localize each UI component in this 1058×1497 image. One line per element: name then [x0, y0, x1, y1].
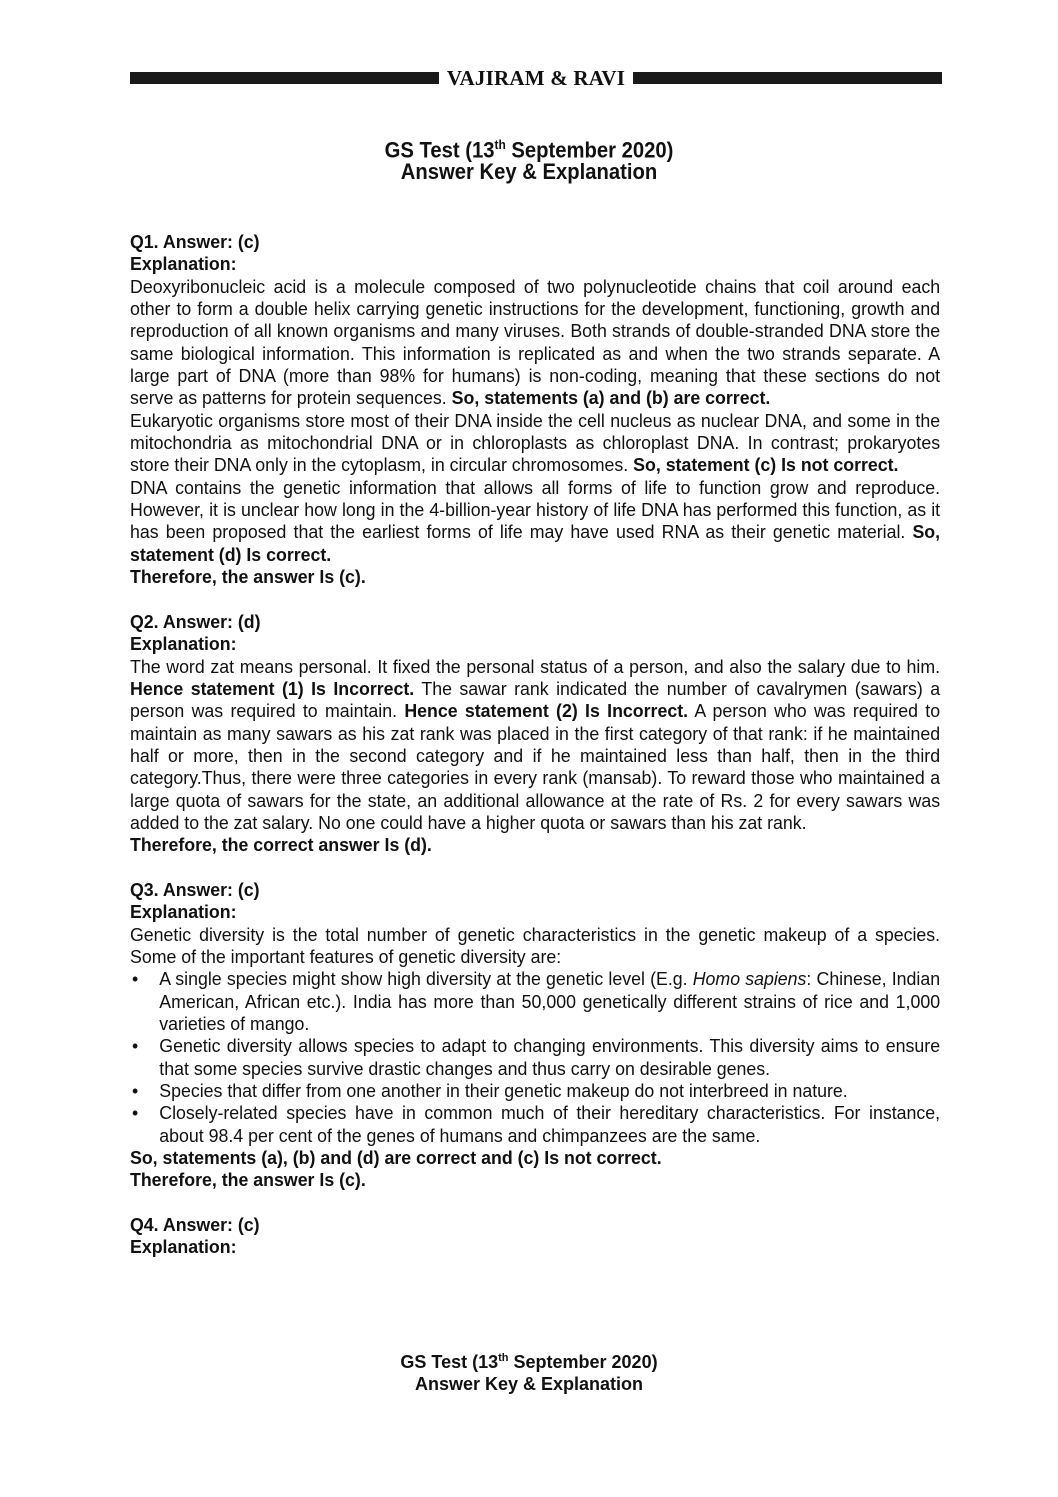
- text-run: Genetic diversity allows species to adapt to changing environments. This diversity aims to ensure that some species survive drastic changes and thus carry on desirable genes.: [159, 1036, 941, 1079]
- bold-text: So, statement (d) Is correct.: [130, 522, 941, 565]
- text-run: : Chinese, Indian American, African etc.). India has more than 50,000 genetically different strains of rice and 1,000 varieties of mango.: [159, 969, 941, 1035]
- explanation-paragraph: [130, 656, 940, 835]
- question-answer-heading: Q3. Answer: (c): [130, 879, 260, 900]
- document-subtitle: Answer Key & Explanation: [400, 159, 658, 184]
- brand-name: VAJIRAM & RAVI: [446, 66, 626, 90]
- page-footer: [0, 1347, 1058, 1395]
- explanation-label: Explanation:: [130, 634, 237, 655]
- spacer: [130, 1192, 940, 1214]
- text-run: A single species might show high diversity at the genetic level (E.g.: [159, 969, 693, 990]
- explanation-label: Explanation:: [130, 254, 237, 275]
- spacer: [130, 857, 940, 879]
- bold-text: Therefore, the correct answer Is (d).: [130, 835, 432, 856]
- question-section-2: [130, 589, 940, 857]
- title-text: GS Test (13: [384, 137, 495, 163]
- text-run: Genetic diversity is the total number of genetic characteristics in the genetic makeup of a species. Some of the important features of genetic diversity are:: [130, 924, 941, 967]
- bold-text: So, statements (a), (b) and (d) are correct and (c) Is not correct.: [130, 1148, 662, 1169]
- conclusion-paragraph: [130, 1169, 940, 1191]
- explanation-label: Explanation:: [130, 1237, 237, 1258]
- explanation-paragraph: [130, 924, 940, 969]
- bold-text: Therefore, the answer Is (c).: [130, 1170, 366, 1191]
- question-section-4: [130, 1192, 940, 1259]
- conclusion-paragraph: [130, 1147, 940, 1169]
- header-bar-left: [130, 72, 439, 84]
- explanation-paragraph: [130, 834, 940, 856]
- footer-subtitle: Answer Key & Explanation: [414, 1374, 644, 1394]
- explanation-paragraph: [130, 276, 940, 410]
- bold-text: Hence statement (2) Is Incorrect.: [404, 701, 689, 722]
- text-run: Eukaryotic organisms store most of their DNA inside the cell nucleus as nuclear DNA, and some in the mitochondria as mitochondrial DNA or in chloroplasts as chloroplast DNA. In contrast; prokaryotes store their DNA only in the cytoplasm, in circular chromosomes.: [130, 410, 941, 476]
- question-section-1: [130, 231, 940, 589]
- text-run: Species that differ from one another in their genetic makeup do not interbreed in nature.: [159, 1081, 848, 1102]
- footer-title: [0, 1347, 1058, 1373]
- bullet-item: [130, 1102, 940, 1147]
- bold-text: Therefore, the answer Is (c).: [130, 567, 366, 588]
- footer-text: GS Test (13: [400, 1352, 499, 1372]
- explanation-paragraph: [130, 477, 940, 566]
- bold-text: So, statement (c) Is not correct.: [633, 455, 899, 476]
- text-run: DNA contains the genetic information that allows all forms of life to function grow and reproduce. However, it is unclear how long in the 4-billion-year history of life DNA has performed this function, as it has been proposed that the earliest forms of life may have used RNA as their genetic material.: [130, 477, 941, 543]
- bold-text: Hence statement (1) Is Incorrect.: [130, 678, 415, 699]
- question-answer-heading: Q1. Answer: (c): [130, 232, 260, 252]
- title-superscript: th: [494, 137, 506, 152]
- question-section-3: [130, 857, 940, 1192]
- answer-content: [130, 231, 940, 1259]
- title-text: September 2020): [505, 137, 674, 163]
- question-answer-heading: Q2. Answer: (d): [130, 611, 261, 632]
- header-banner: [130, 66, 942, 90]
- bullet-item: [130, 1080, 940, 1102]
- footer-superscript: th: [498, 1352, 509, 1364]
- bullet-item: [130, 968, 940, 1035]
- text-run: Deoxyribonucleic acid is a molecule composed of two polynucleotide chains that coil around each other to form a double helix carrying genetic instructions for the development, functioning, growth and reproduction of all known organisms and many viruses. Both strands of double-stranded DNA store the same biological information. This information is replicated as and when the two strands separate. A large part of DNA (more than 98% for humans) is non-coding, meaning that these sections do not serve as patterns for protein sequences.: [130, 276, 941, 409]
- header-bar-right: [633, 72, 942, 84]
- text-run: The sawar rank indicated the number of cavalrymen (sawars) a person was required to maintain.: [130, 678, 941, 722]
- explanation-paragraph: [130, 566, 940, 588]
- bold-text: So, statements (a) and (b) are correct.: [451, 388, 771, 409]
- footer-text: September 2020): [508, 1352, 658, 1372]
- explanation-paragraph: [130, 410, 940, 477]
- bullet-item: [130, 1035, 940, 1080]
- spacer: [130, 589, 940, 611]
- bullet-list: [130, 968, 940, 1147]
- text-run: The word zat means personal. It fixed the personal status of a person, and also the salary due to him.: [130, 656, 941, 677]
- text-run: A person who was required to maintain as many sawars as his zat rank was placed in the first category of that rank: if he maintained half or more, then in the second category and if he maintained less than half, then in the third category.Thus, there were three categories in every rank (mansab). To reward those who maintained a large quota of sawars for the state, an additional allowance at the rate of Rs. 2 for every sawars was added to the zat salary. No one could have a higher quota or sawars than his zat rank.: [130, 701, 941, 833]
- text-run: Closely-related species have in common much of their hereditary characteristics. For instance, about 98.4 per cent of the genes of humans and chimpanzees are the same.: [159, 1103, 941, 1146]
- explanation-label: Explanation:: [130, 902, 237, 923]
- italic-text: Homo sapiens: [692, 969, 807, 990]
- question-answer-heading: Q4. Answer: (c): [130, 1215, 260, 1236]
